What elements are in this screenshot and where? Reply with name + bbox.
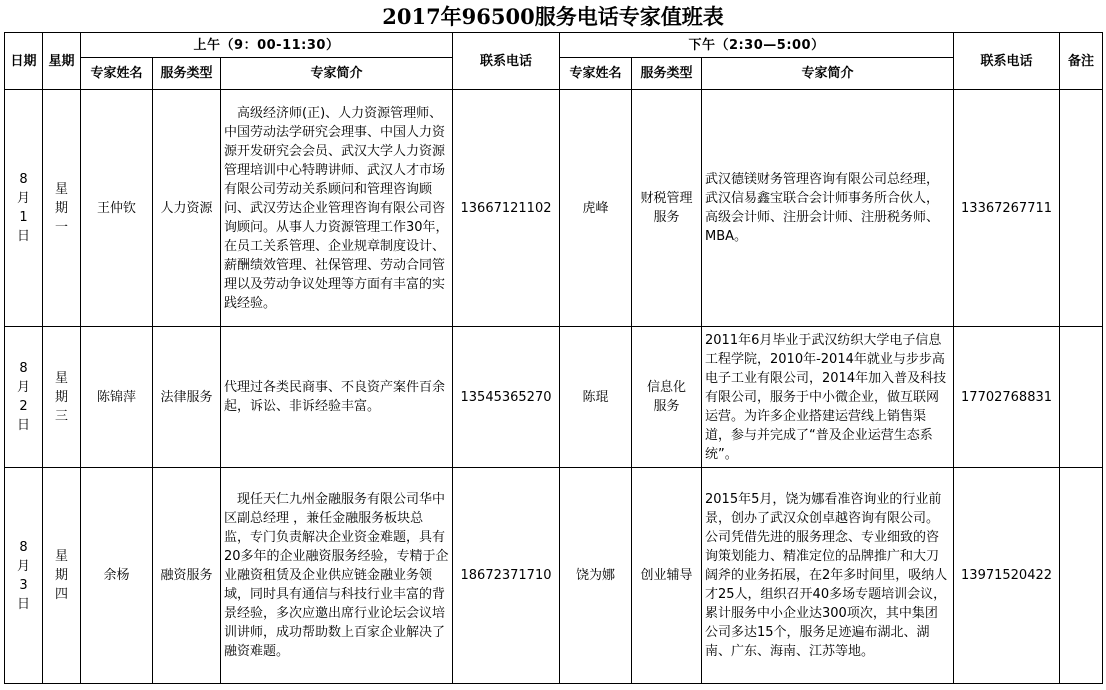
date-char: 月: [16, 191, 30, 206]
date-char: 8: [19, 361, 28, 376]
header-date[interactable]: 日期: [5, 33, 43, 90]
header-row-1: [5, 33, 1103, 58]
am-service-type[interactable]: 融资服务: [153, 468, 221, 684]
header-pm-service-type[interactable]: 服务类型: [632, 58, 702, 90]
header-afternoon[interactable]: 下午（2:30—5:00）: [560, 33, 954, 58]
am-expert-intro-text: 高级经济师(正)、人力资源管理师、中国劳动法学研究会理事、中国人力资源开发研究会会员、武汉大学人力资源管理培训中心特聘讲师、武汉人才市场有限公司劳动关系顾问和管理咨询顾问、武汉劳达企业管理咨询有限公司咨询顾问。从事人力资源管理工作30年，在员工关系管理、企业规章制度设计、薪酬绩效管理、社保管理、劳动合同管理以及劳动争议处理等方面有丰富的实践经验。: [224, 105, 449, 311]
am-expert-name[interactable]: 王仲钦: [81, 90, 153, 327]
pm-phone[interactable]: 13367267711: [954, 90, 1060, 327]
weekday-char: 期: [54, 200, 68, 216]
weekday-char: 期: [54, 389, 68, 405]
table-row: [5, 90, 1103, 327]
weekday-char: 三: [54, 408, 68, 424]
weekday-cell[interactable]: [43, 327, 81, 468]
table-row: [5, 327, 1103, 468]
header-remark[interactable]: 备注: [1060, 33, 1103, 90]
pm-expert-name[interactable]: 虎峰: [560, 90, 632, 327]
header-weekday[interactable]: 星期: [43, 33, 81, 90]
weekday-char: 四: [54, 587, 68, 602]
weekday-char: 一: [54, 219, 68, 235]
date-char: 日: [16, 596, 30, 612]
header-am-expert-name[interactable]: 专家姓名: [81, 58, 153, 90]
pm-expert-intro[interactable]: 武汉德镁财务管理咨询有限公司总经理，武汉信易鑫宝联合会计师事务所合伙人，高级会计师、注册会计师、注册税务师、MBA。: [702, 90, 954, 327]
header-pm-intro[interactable]: 专家简介: [702, 58, 954, 90]
date-cell[interactable]: [5, 468, 43, 684]
page-title: 2017年96500服务电话专家值班表: [382, 4, 724, 29]
date-char: 2: [19, 399, 28, 414]
header-am-phone[interactable]: 联系电话: [453, 33, 560, 90]
date-char: 月: [16, 558, 30, 574]
weekday-char: 星: [54, 370, 68, 386]
am-expert-intro[interactable]: [221, 468, 453, 684]
pm-phone[interactable]: 13971520422: [954, 468, 1060, 684]
pm-phone[interactable]: 17702768831: [954, 327, 1060, 468]
pm-service-type[interactable]: 创业辅导: [632, 468, 702, 684]
header-morning[interactable]: 上午（9：00-11:30）: [81, 33, 453, 58]
date-char: 8: [19, 539, 28, 555]
am-phone[interactable]: 13667121102: [453, 90, 560, 327]
date-char: 8: [19, 172, 28, 187]
remark-cell[interactable]: [1060, 90, 1103, 327]
am-expert-intro-text: 现任天仁九州金融服务有限公司华中区副总经理 ，兼任金融服务板块总监，专门负责解决企业资金难题，具有20多年的企业融资服务经验，专精于企业融资租赁及企业供应链金融业务领域，同时具有通信与科技行业丰富的背景经验，多次应邀出席行业论坛会议培训讲师，成功帮助数上百家企业解决了融资难题。: [224, 492, 449, 659]
weekday-cell[interactable]: [43, 468, 81, 684]
remark-cell[interactable]: [1060, 327, 1103, 468]
date-cell[interactable]: [5, 327, 43, 468]
pm-expert-name[interactable]: 饶为娜: [560, 468, 632, 684]
date-char: 日: [16, 418, 30, 433]
pm-expert-name[interactable]: 陈琨: [560, 327, 632, 468]
weekday-char: 星: [54, 549, 68, 564]
header-pm-phone[interactable]: 联系电话: [954, 33, 1060, 90]
date-cell[interactable]: [5, 90, 43, 327]
date-char: 月: [16, 380, 30, 395]
pm-service-type[interactable]: 信息化服务: [632, 327, 702, 468]
am-service-type[interactable]: 法律服务: [153, 327, 221, 468]
pm-expert-intro[interactable]: 2011年6月毕业于武汉纺织大学电子信息工程学院，2010年-2014年就业与步步高电子工业有限公司，2014年加入普及科技有限公司，服务于中小微企业，做互联网运营。为许多企业搭建运营线上销售渠道，参与并完成了“普及企业运营生态系统”。: [702, 327, 954, 468]
header-pm-expert-name[interactable]: 专家姓名: [560, 58, 632, 90]
weekday-cell[interactable]: [43, 90, 81, 327]
weekday-char: 星: [54, 181, 68, 197]
date-char: 1: [19, 210, 28, 225]
pm-service-type[interactable]: 财税管理服务: [632, 90, 702, 327]
date-char: 3: [19, 577, 28, 593]
duty-table: [4, 32, 1103, 684]
table-row: [5, 468, 1103, 684]
am-phone[interactable]: 18672371710: [453, 468, 560, 684]
header-am-intro[interactable]: 专家简介: [221, 58, 453, 90]
am-expert-intro[interactable]: [221, 90, 453, 327]
am-expert-intro[interactable]: 代理过各类民商事、不良资产案件百余起，诉讼、非诉经验丰富。: [221, 327, 453, 468]
am-expert-name[interactable]: 陈锦萍: [81, 327, 153, 468]
weekday-char: 期: [54, 568, 68, 583]
am-service-type[interactable]: 人力资源: [153, 90, 221, 327]
date-char: 日: [16, 229, 30, 244]
am-phone[interactable]: 13545365270: [453, 327, 560, 468]
pm-expert-intro[interactable]: 2015年5月，饶为娜看准咨询业的行业前景，创办了武汉众创卓越咨询有限公司。公司凭借先进的服务理念、专业细致的咨询策划能力、精准定位的品牌推广和大刀阔斧的业务拓展，在2年多时间里，吸纳人才25人，组织召开40多场专题培训会议，累计服务中小企业达300项次，其中集团公司多达15个，服务足迹遍布湖北、湖南、广东、海南、江苏等地。: [702, 468, 954, 684]
remark-cell[interactable]: [1060, 468, 1103, 684]
am-expert-name[interactable]: 余杨: [81, 468, 153, 684]
header-am-service-type[interactable]: 服务类型: [153, 58, 221, 90]
